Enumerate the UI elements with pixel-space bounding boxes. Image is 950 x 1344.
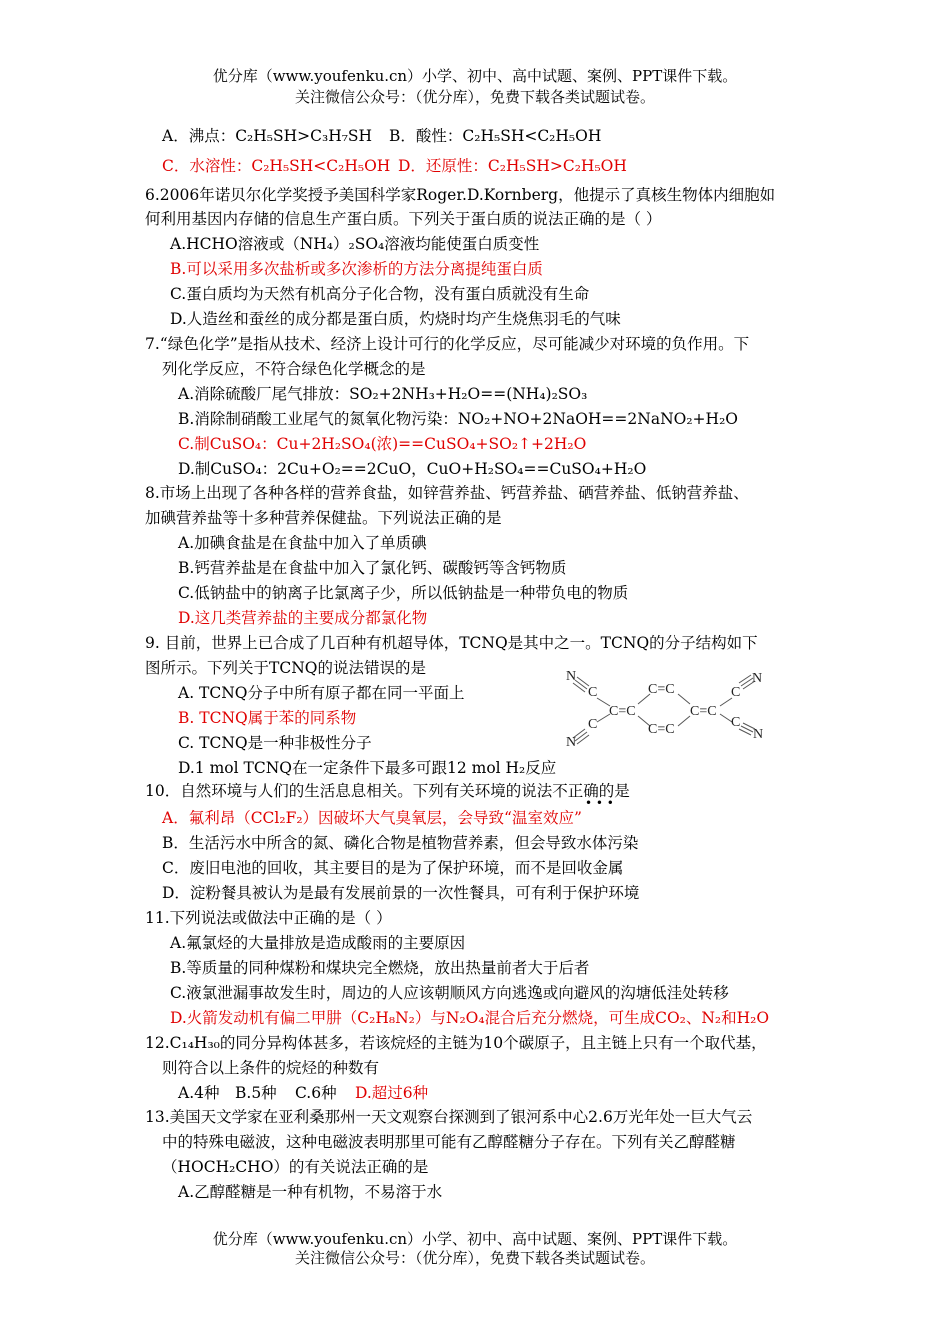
q13-stem-line3: （HOCH₂CHO）的有关说法正确的是 <box>162 1158 429 1176</box>
q8-stem-line1: 8.市场上出现了各种各样的营养食盐，如锌营养盐、钙营养盐、硒营养盐、低钠营养盐、 <box>145 484 749 502</box>
q9-option-a: A. TCNQ分子中所有原子都在同一平面上 <box>178 684 465 702</box>
q10-option-d: D．淀粉餐具被认为是最有发展前景的一次性餐具，可有利于保护环境 <box>162 884 640 902</box>
q7-stem-line1: 7.“绿色化学”是指从技术、经济上设计可行的化学反应，尽可能减少对环境的负作用。下 <box>145 335 750 353</box>
q12-stem-line2: 则符合以上条件的烷烃的种数有 <box>162 1059 380 1077</box>
q10-option-a: A．氟利昂（CCl₂F₂）因破坏大气臭氧层，会导致“温室效应” <box>162 809 582 827</box>
q9-option-b: B. TCNQ属于苯的同系物 <box>178 709 357 727</box>
q6-stem-line2: 何利用基因内存储的信息生产蛋白质。下列关于蛋白质的说法正确的是（ ） <box>145 210 662 228</box>
q9-stem-line1: 9. 目前，世界上已合成了几百种有机超导体，TCNQ是其中之一。TCNQ的分子结构如下 <box>145 634 758 652</box>
tcnq-structure-diagram <box>560 660 780 756</box>
tcnq-atom-n-bottom-right: N <box>753 727 764 742</box>
q13-stem-line1: 13.美国天文学家在亚利桑那州一天文观察台探测到了银河系中心2.6万光年处一巨大气云 <box>145 1108 753 1126</box>
q8-option-d: D.这几类营养盐的主要成分都氯化物 <box>178 609 428 627</box>
q13-stem-line2: 中的特殊电磁波，这种电磁波表明那里可能有乙醇醛糖分子存在。下列有关乙醇醛糖 <box>162 1133 736 1151</box>
q8-option-c: C.低钠盐中的钠离子比氯离子少，所以低钠盐是一种带负电的物质 <box>178 584 629 602</box>
q12-option-b: B.5种 <box>235 1084 277 1102</box>
q10-emphasis-dots: • • • <box>585 796 614 810</box>
tcnq-atom-n-bottom-left: N <box>566 735 577 750</box>
q6-option-d: D.人造丝和蚕丝的成分都是蛋白质，灼烧时均产生烧焦羽毛的气味 <box>170 310 621 328</box>
q5-option-b: B．酸性：C₂H₅SH<C₂H₅OH <box>389 127 602 145</box>
q7-option-b: B.消除制硝酸工业尾气的氮氧化物污染：NO₂+NO+2NaOH==2NaNO₂+H₂O <box>178 410 738 428</box>
page-footer-line1: 优分库（www.youfenku.cn）小学、初中、高中试题、案例、PPT课件下载。 <box>212 1230 738 1248</box>
q7-stem-line2: 列化学反应，不符合绿色化学概念的是 <box>162 360 426 378</box>
q10-stem: 10．自然环境与人们的生活息息相关。下列有关环境的说法不正确的是 <box>145 782 630 800</box>
tcnq-bond-left: C=C <box>609 704 636 719</box>
q12-option-a: A.4种 <box>178 1084 220 1102</box>
page-footer-line2: 关注微信公众号：（优分库），免费下载各类试题试卷。 <box>294 1249 655 1267</box>
q6-stem-line1: 6.2006年诺贝尔化学奖授予美国科学家Roger.D.Kornberg，他提示了真核生物体内细胞如 <box>145 186 776 204</box>
tcnq-atom-c-bottom-left: C <box>588 717 598 732</box>
q6-option-c: C.蛋白质均为天然有机高分子化合物，没有蛋白质就没有生命 <box>170 285 590 303</box>
page-header-line2: 关注微信公众号：（优分库），免费下载各类试题试卷。 <box>294 88 655 106</box>
q11-option-c: C.液氯泄漏事故发生时，周边的人应该朝顺风方向逃逸或向避风的沟塘低洼处转移 <box>170 984 729 1002</box>
q12-option-c: C.6种 <box>295 1084 337 1102</box>
q7-option-c: C.制CuSO₄：Cu+2H₂SO₄(浓)==CuSO₄+SO₂↑+2H₂O <box>178 435 587 453</box>
tcnq-bond-right: C=C <box>690 704 717 719</box>
tcnq-atom-n-top-right: N <box>752 671 763 686</box>
q8-option-b: B.钙营养盐是在食盐中加入了氯化钙、碳酸钙等含钙物质 <box>178 559 567 577</box>
q7-option-d: D.制CuSO₄：2Cu+O₂==2CuO，CuO+H₂SO₄==CuSO₄+H₂O <box>178 460 647 478</box>
q8-option-a: A.加碘食盐是在食盐中加入了单质碘 <box>178 534 427 552</box>
tcnq-atom-c-bottom-right: C <box>731 715 741 730</box>
q10-option-c: C．废旧电池的回收，其主要目的是为了保护环境，而不是回收金属 <box>162 859 624 877</box>
q10-option-b: B．生活污水中所含的氮、磷化合物是植物营养素，但会导致水体污染 <box>162 834 639 852</box>
page-header-line1: 优分库（www.youfenku.cn）小学、初中、高中试题、案例、PPT课件下载。 <box>212 67 738 85</box>
q9-option-c: C. TCNQ是一种非极性分子 <box>178 734 372 752</box>
tcnq-atom-c-top-left: C <box>588 685 598 700</box>
q11-stem: 11.下列说法或做法中正确的是（ ） <box>145 909 392 927</box>
q8-stem-line2: 加碘营养盐等十多种营养保健盐。下列说法正确的是 <box>145 509 502 527</box>
q9-option-d: D.1 mol TCNQ在一定条件下最多可跟12 mol H₂反应 <box>178 759 557 777</box>
q6-option-a: A.HCHO溶液或（NH₄）₂SO₄溶液均能使蛋白质变性 <box>170 235 540 253</box>
q12-option-d: D.超过6种 <box>355 1084 429 1102</box>
q11-option-b: B.等质量的同种煤粉和煤块完全燃烧，放出热量前者大于后者 <box>170 959 590 977</box>
q5-option-c: C．水溶性：C₂H₅SH<C₂H₅OH <box>162 157 391 175</box>
q9-stem-line2: 图所示。下列关于TCNQ的说法错误的是 <box>145 659 426 677</box>
tcnq-bond-bottom: C=C <box>648 722 675 737</box>
q5-option-d: D．还原性：C₂H₅SH>C₂H₅OH <box>398 157 627 175</box>
q7-option-a: A.消除硫酸厂尾气排放：SO₂+2NH₃+H₂O==(NH₄)₂SO₃ <box>178 385 588 403</box>
q5-option-a: A．沸点：C₂H₅SH>C₃H₇SH <box>162 127 373 145</box>
q12-stem-line1: 12.C₁₄H₃₀的同分异构体甚多，若该烷烃的主链为10个碳原子，且主链上只有一个取代基， <box>145 1034 767 1052</box>
tcnq-atom-n-top-left: N <box>566 669 577 684</box>
q13-option-a: A.乙醇醛糖是一种有机物，不易溶于水 <box>178 1183 443 1201</box>
tcnq-bond-top: C=C <box>648 682 675 697</box>
q11-option-a: A.氟氯烃的大量排放是造成酸雨的主要原因 <box>170 934 466 952</box>
q11-option-d: D.火箭发动机有偏二甲肼（C₂H₈N₂）与N₂O₄混合后充分燃烧，可生成CO₂、N₂和H₂O <box>170 1009 770 1027</box>
tcnq-atom-c-top-right: C <box>731 685 741 700</box>
q6-option-b: B.可以采用多次盐析或多次渗析的方法分离提纯蛋白质 <box>170 260 543 278</box>
